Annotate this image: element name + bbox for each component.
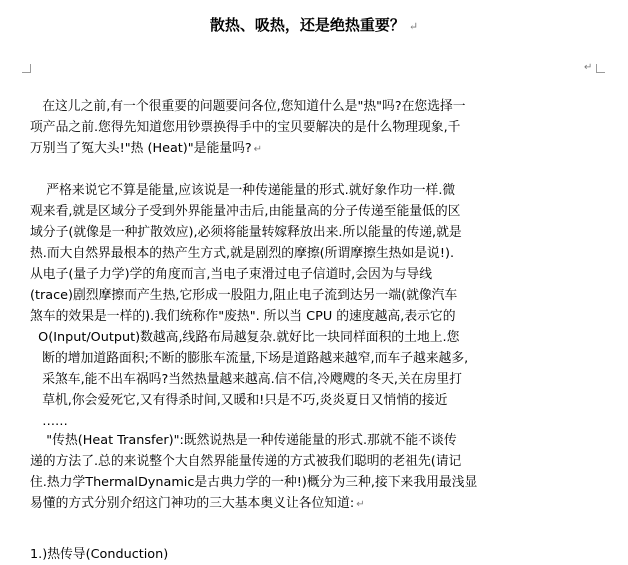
line: 从电子(量子力学)学的角度而言,当电子束滑过电子信道时,会因为与导线 (30, 267, 433, 282)
line: (trace)剧烈摩擦而产生热,它形成一股阻力,阻止电子流到达另一端(就像汽车 (30, 288, 458, 303)
paragraph-mark-icon: ↵ (253, 144, 263, 155)
paragraph-2 (30, 180, 600, 432)
document-title (0, 14, 628, 35)
margin-corner-top-left (22, 64, 31, 73)
line: 采煞车,能不出车祸吗?当然热量越来越高.信不信,冷飕飕的冬天,关在房里打 (30, 372, 462, 387)
line: 递的方法了.总的来说整个大自然界能量传递的方式被我们聪明的老祖先(请记 (30, 454, 462, 469)
line: 域分子(就像是一种扩散效应),必须将能量转嫁释放出来.所以能量的传递,就是 (30, 225, 462, 240)
line: …… (30, 414, 68, 429)
paragraph-1 (30, 96, 600, 160)
list-item-conduction (30, 544, 600, 565)
line: 1.)热传导(Conduction) (30, 547, 169, 562)
line: 煞车的效果是一样的).我们统称作"废热". 所以当 CPU 的速度越高,表示它的 (30, 309, 456, 324)
line: 万别当了冤大头!"热 (Heat)"是能量吗? (30, 141, 252, 156)
line: "传热(Heat Transfer)":既然说热是一种传递能量的形式.那就不能不谈传 (30, 433, 457, 448)
paragraph-mark-icon: ↵ (356, 499, 365, 510)
line: 住.热力学ThermalDynamic是古典力学的一种!)概分为三种,接下来我用最浅显 (30, 475, 478, 490)
line: 在这儿之前,有一个很重要的问题要问各位,您知道什么是"热"吗?在您选择一 (30, 99, 466, 114)
line: 热.而大自然界最根本的热产生方式,就是剧烈的摩擦(所谓摩擦生热如是说!). (30, 246, 455, 261)
blank-line-mark-icon: ↵ (584, 62, 593, 73)
line: 草机,你会爱死它,又有得杀时间,又暖和!只是不巧,炎炎夏日又悄悄的接近 (30, 393, 448, 408)
title-text: 散热、吸热，还是绝热重要？ (209, 16, 405, 34)
paragraph-3 (30, 430, 600, 515)
line: 严格来说它不算是能量,应该说是一种传递能量的形式.就好象作功一样.微 (30, 183, 456, 198)
line: 观来看,就是区域分子受到外界能量冲击后,由能量高的分子传递至能量低的区 (30, 204, 461, 219)
margin-corner-top-right (596, 64, 605, 73)
line: 易懂的方式分别介绍这门神功的三大基本奥义让各位知道: (30, 496, 355, 511)
line: 项产品之前.您得先知道您用钞票换得手中的宝贝要解决的是什么物理现象,千 (30, 120, 461, 135)
paragraph-mark-icon: ↵ (408, 20, 419, 33)
line: O(Input/Output)数越高,线路布局越复杂.就好比一块同样面积的土地上.您 (30, 330, 460, 345)
line: 断的增加道路面积;不断的膨胀车流量,下场是道路越来越窄,而车子越来越多, (30, 351, 469, 366)
